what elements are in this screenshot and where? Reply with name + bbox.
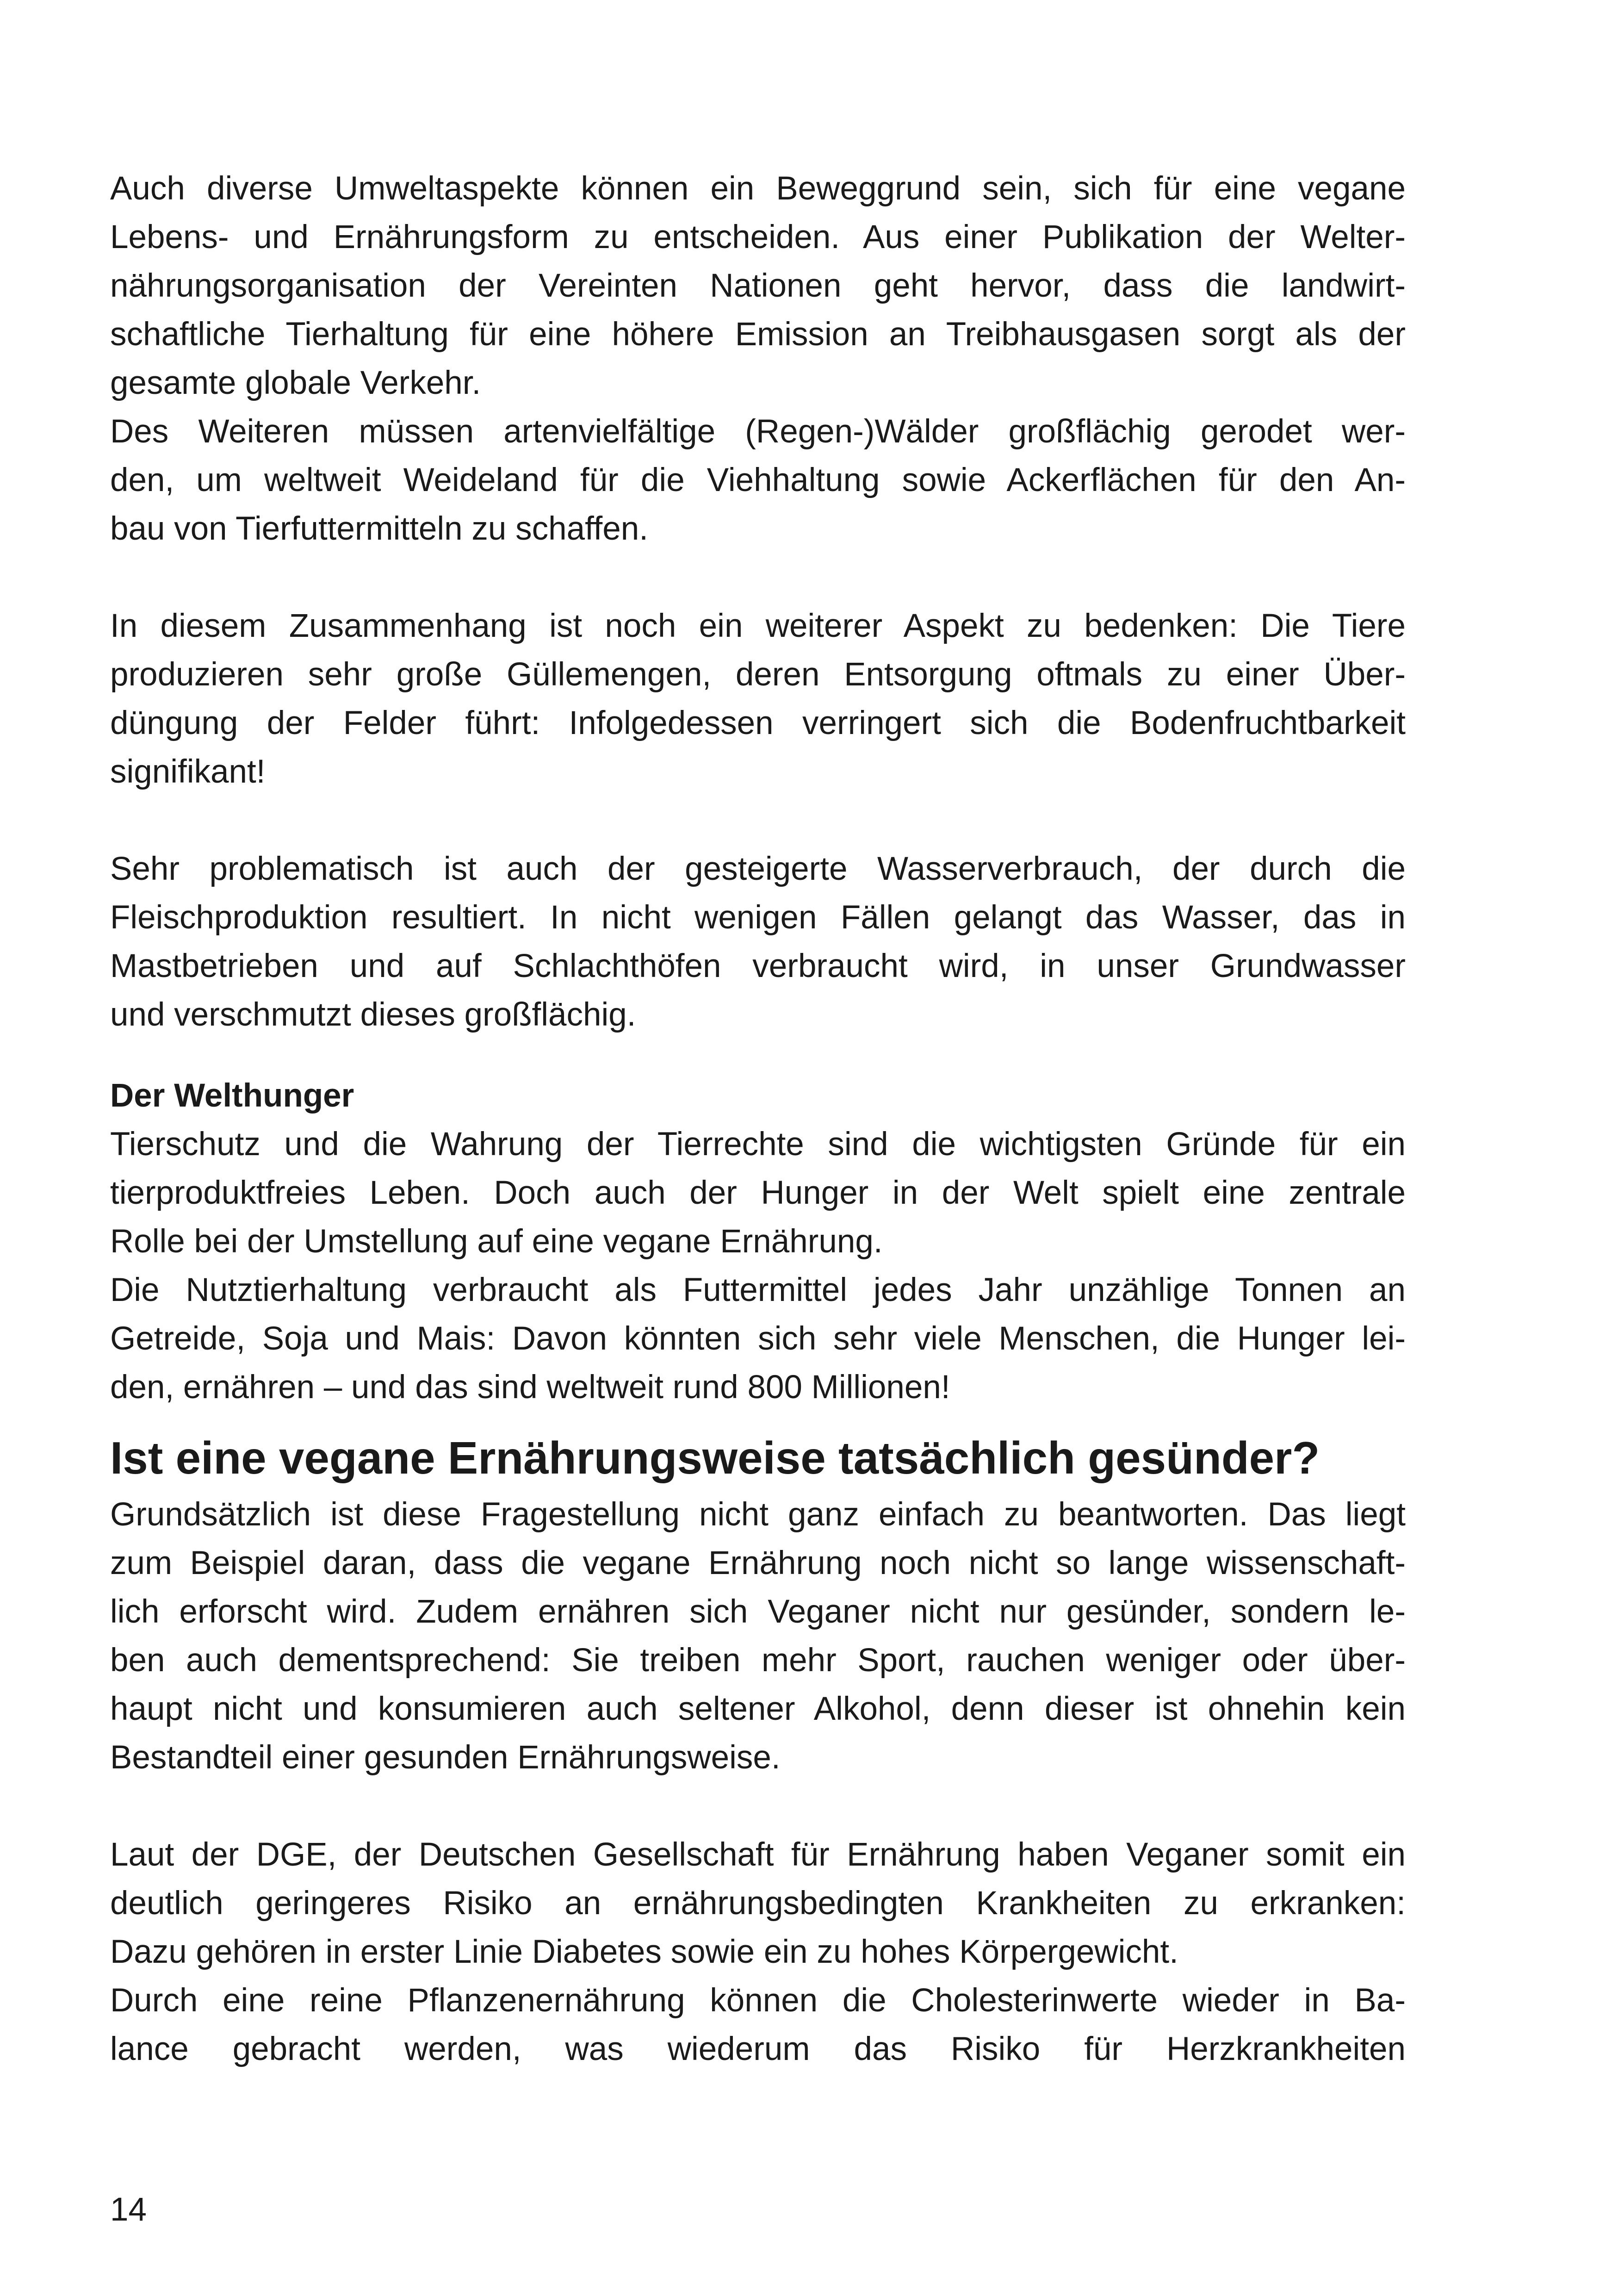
text-line: Sehr problematisch ist auch der gesteigerte Wasserverbrauch, der durch die [110,851,1406,887]
section-subheading: Der Welthunger [110,1077,354,1114]
text-line: ben auch dementsprechend: Sie treiben mehr Sport, rauchen weniger oder über- [110,1642,1406,1679]
page-body [110,164,1406,2073]
text-line: signifikant! [110,753,266,790]
text-line: schaftliche Tierhaltung für eine höhere Emission an Treibhausgasen sorgt als der [110,316,1406,353]
text-line: Des Weiteren müssen artenvielfältige (Regen-)Wälder großflächig gerodet wer- [110,413,1406,450]
text-line: Bestandteil einer gesunden Ernährungsweise. [110,1739,781,1776]
text-line: Mastbetrieben und auf Schlachthöfen verbraucht wird, in unser Grundwasser [110,948,1406,984]
text-line: gesamte globale Verkehr. [110,365,481,401]
text-line: lance gebracht werden, was wiederum das Risiko für Herzkrankheiten [110,2031,1406,2067]
text-line: Tierschutz und die Wahrung der Tierrechte sind die wichtigsten Gründe für ein [110,1126,1406,1163]
text-line: deutlich geringeres Risiko an ernährungsbedingten Krankheiten zu erkranken: [110,1885,1406,1922]
text-line: Rolle bei der Umstellung auf eine vegane Ernährung. [110,1223,883,1260]
text-line: Dazu gehören in erster Linie Diabetes sowie ein zu hohes Körpergewicht. [110,1934,1178,1970]
text-line: Fleischproduktion resultiert. In nicht wenigen Fällen gelangt das Wasser, das in [110,899,1406,936]
text-line: tierproduktfreies Leben. Doch auch der Hunger in der Welt spielt eine zentrale [110,1175,1406,1211]
section-heading: Ist eine vegane Ernährungsweise tatsächlich gesünder? [110,1432,1320,1483]
paragraph-gap [110,1782,1406,1830]
text-line: den, um weltweit Weideland für die Viehhaltung sowie Ackerflächen für den An- [110,462,1406,498]
text-line: Grundsätzlich ist diese Fragestellung nicht ganz einfach zu beantworten. Das liegt [110,1496,1406,1533]
paragraph-gap [110,553,1406,602]
text-line: lich erforscht wird. Zudem ernähren sich Veganer nicht nur gesünder, sondern le- [110,1593,1406,1630]
text-line: Lebens- und Ernährungsform zu entscheiden. Aus einer Publikation der Welter- [110,219,1406,255]
paragraph [110,1120,1406,1412]
text-line: bau von Tierfuttermitteln zu schaffen. [110,510,648,547]
paragraph [110,845,1406,1039]
text-line: haupt nicht und konsumieren auch seltener Alkohol, denn dieser ist ohnehin kein [110,1691,1406,1727]
text-line: Laut der DGE, der Deutschen Gesellschaft für Ernährung haben Veganer somit ein [110,1836,1406,1873]
text-line: Getreide, Soja und Mais: Davon könnten sich sehr viele Menschen, die Hunger lei- [110,1320,1406,1357]
text-line: nährungsorganisation der Vereinten Nationen geht hervor, dass die landwirt- [110,268,1406,304]
text-line: den, ernähren – und das sind weltweit rund 800 Millionen! [110,1369,950,1406]
page-number: 14 [110,2191,147,2228]
text-line: produzieren sehr große Güllemengen, deren Entsorgung oftmals zu einer Über- [110,656,1406,693]
text-line: Durch eine reine Pflanzenernährung können die Cholesterinwerte wieder in Ba- [110,1982,1406,2019]
paragraph [110,1490,1406,1782]
paragraph-gap [110,796,1406,845]
text-line: Die Nutztierhaltung verbraucht als Futtermittel jedes Jahr unzählige Tonnen an [110,1272,1406,1308]
text-line: zum Beispiel daran, dass die vegane Ernährung noch nicht so lange wissenschaft- [110,1545,1406,1581]
paragraph [110,602,1406,796]
paragraph [110,1830,1406,2073]
paragraph [110,164,1406,553]
text-line: und verschmutzt dieses großflächig. [110,996,636,1033]
text-line: Auch diverse Umweltaspekte können ein Beweggrund sein, sich für eine vegane [110,170,1406,207]
text-line: In diesem Zusammenhang ist noch ein weiterer Aspekt zu bedenken: Die Tiere [110,608,1406,644]
text-line: düngung der Felder führt: Infolgedessen verringert sich die Bodenfruchtbarkeit [110,705,1406,741]
